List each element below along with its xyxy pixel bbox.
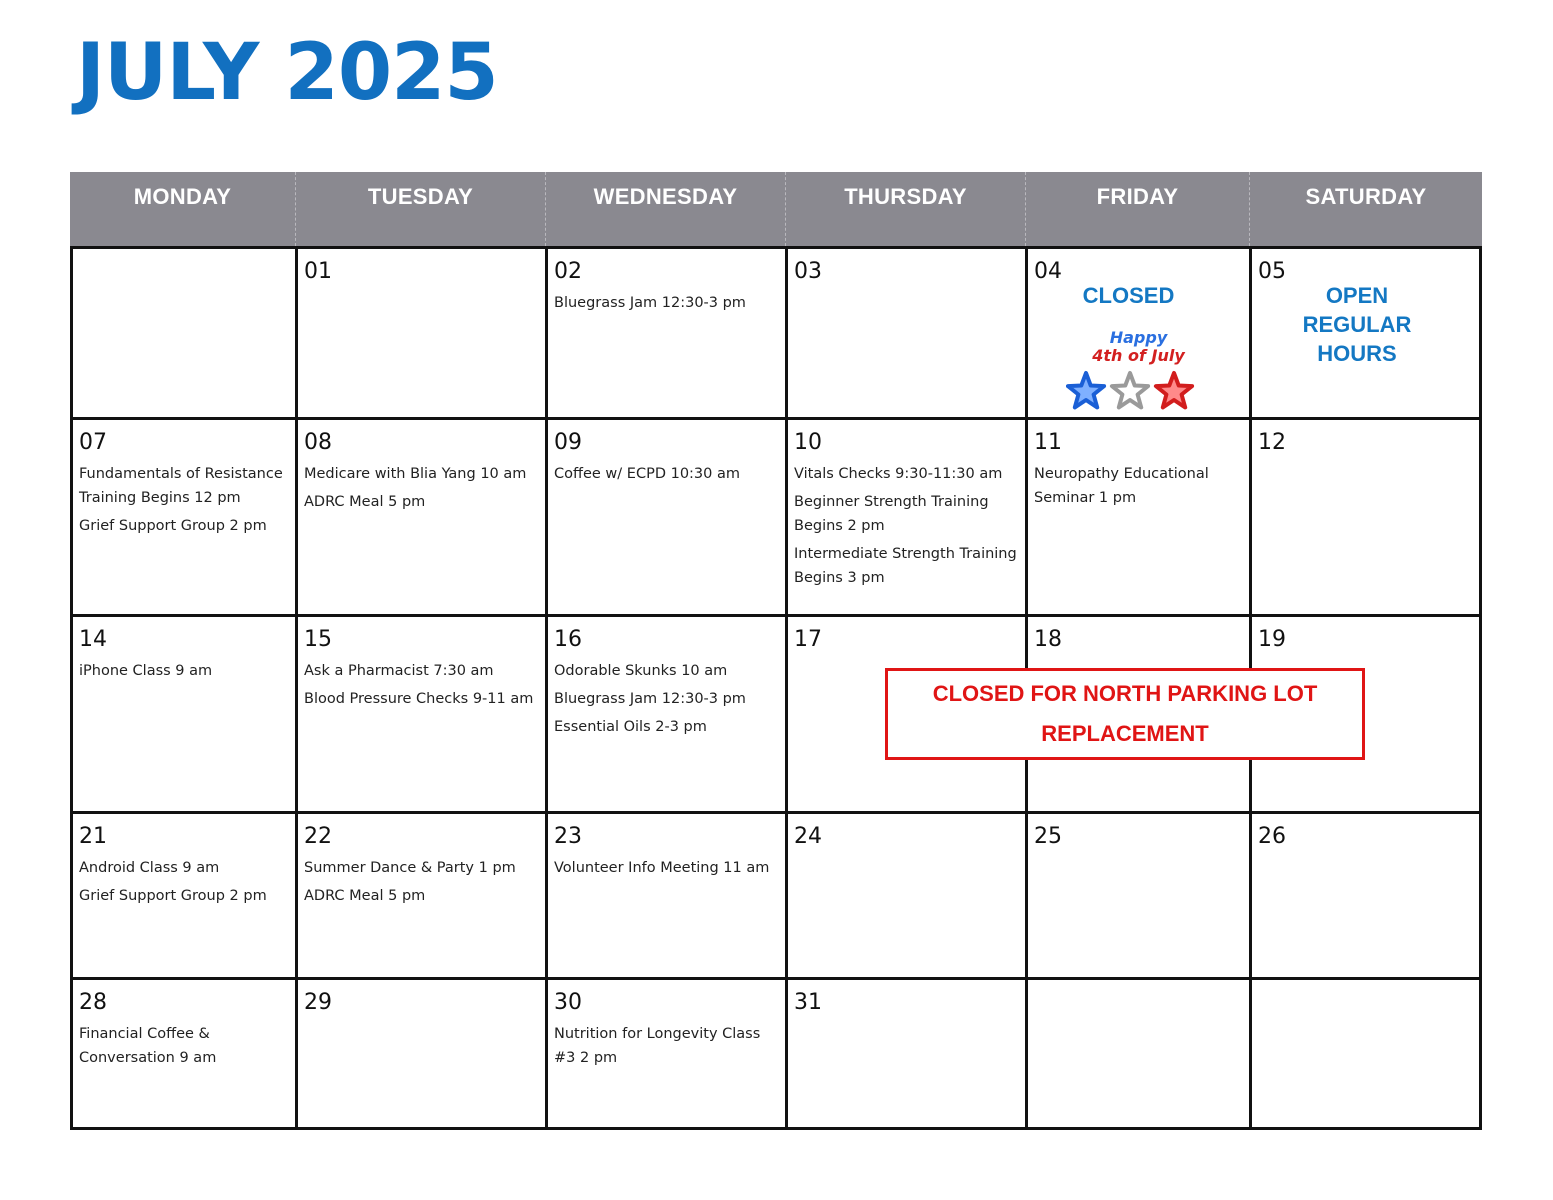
day-cell-30 [548, 980, 785, 1130]
day-cell-22 [298, 814, 545, 977]
day-cell-14 [73, 617, 295, 811]
day-cell-04 [1028, 249, 1249, 417]
event-item: Bluegrass Jam 12:30-3 pm [554, 691, 746, 707]
day-cell-31 [788, 980, 1025, 1130]
day-number: 08 [304, 430, 332, 455]
event-list [79, 856, 289, 912]
day-number: 30 [554, 990, 582, 1015]
day-number: 28 [79, 990, 107, 1015]
day-number: 31 [794, 990, 822, 1015]
event-item: Summer Dance & Party 1 pm [304, 860, 516, 876]
day-cell-24 [788, 814, 1025, 977]
day-number: 24 [794, 824, 822, 849]
day-cell-26 [1252, 814, 1482, 977]
event-item: Neuropathy Educational Seminar 1 pm [1034, 466, 1209, 506]
day-cell-08 [298, 420, 545, 614]
event-list [554, 291, 779, 319]
day-cell-16 [548, 617, 785, 811]
event-list [304, 856, 539, 912]
weekday-monday: MONDAY [133, 184, 232, 209]
stars-icon [1066, 369, 1196, 413]
weekday-friday: FRIDAY [1025, 172, 1249, 246]
event-item: Coffee w/ ECPD 10:30 am [554, 466, 741, 482]
event-item: Android Class 9 am [79, 860, 220, 876]
day-number: 07 [79, 430, 107, 455]
event-item: Beginner Strength Training Begins 2 pm [794, 494, 989, 534]
weekday-thursday: THURSDAY [785, 172, 1025, 246]
event-item: ADRC Meal 5 pm [304, 494, 426, 510]
day-number: 22 [304, 824, 332, 849]
event-item: Medicare with Blia Yang 10 am [304, 466, 527, 482]
day-number: 23 [554, 824, 582, 849]
day-number: 09 [554, 430, 582, 455]
day-cell-12 [1252, 420, 1482, 614]
event-list [554, 659, 779, 743]
empty-day-cell [73, 249, 295, 417]
event-list [79, 659, 289, 687]
event-item: Vitals Checks 9:30-11:30 am [794, 466, 1003, 482]
event-list [554, 462, 779, 490]
day-cell-03 [788, 249, 1025, 417]
event-item: Grief Support Group 2 pm [79, 518, 267, 534]
day-number: 11 [1034, 430, 1062, 455]
event-item: Bluegrass Jam 12:30-3 pm [554, 295, 746, 311]
event-item: Fundamentals of Resistance Training Begins 12 pm [79, 466, 283, 506]
weekday-saturday: SATURDAY [1249, 172, 1482, 246]
event-list [79, 1022, 289, 1074]
event-item: Ask a Pharmacist 7:30 am [304, 663, 494, 679]
day-number: 14 [79, 627, 107, 652]
day-cell-23 [548, 814, 785, 977]
event-item: Odorable Skunks 10 am [554, 663, 728, 679]
day-cell-05 [1252, 249, 1482, 417]
day-cell-07 [73, 420, 295, 614]
event-item: Grief Support Group 2 pm [79, 888, 267, 904]
day-number: 18 [1034, 627, 1062, 652]
star-icon [1156, 373, 1192, 407]
event-item: Blood Pressure Checks 9-11 am [304, 691, 534, 707]
empty-day-cell [1028, 980, 1249, 1130]
day-number: 16 [554, 627, 582, 652]
day-number: 10 [794, 430, 822, 455]
status-label: OPEN REGULAR HOURS [1302, 283, 1412, 366]
weekday-tuesday: TUESDAY [295, 172, 545, 246]
day-number: 12 [1258, 430, 1286, 455]
event-list [1034, 462, 1243, 514]
event-item: iPhone Class 9 am [79, 663, 213, 679]
star-icon [1112, 373, 1148, 407]
day-cell-29 [298, 980, 545, 1130]
day-number: 01 [304, 259, 332, 284]
day-cell-25 [1028, 814, 1249, 977]
event-item: Essential Oils 2-3 pm [554, 719, 707, 735]
day-cell-02 [548, 249, 785, 417]
day-cell-11 [1028, 420, 1249, 614]
day-number: 02 [554, 259, 582, 284]
event-item: Financial Coffee & Conversation 9 am [79, 1026, 217, 1066]
event-list [554, 1022, 779, 1074]
event-item: ADRC Meal 5 pm [304, 888, 426, 904]
event-list [794, 462, 1019, 594]
holiday-line: Happy [1109, 328, 1168, 347]
day-number: 26 [1258, 824, 1286, 849]
holiday-graphic [1028, 329, 1249, 365]
event-list [79, 462, 289, 542]
day-number: 17 [794, 627, 822, 652]
day-cell-10 [788, 420, 1025, 614]
event-list [304, 659, 539, 715]
empty-day-cell [1252, 980, 1482, 1130]
weekday-header [70, 172, 1482, 246]
day-number: 29 [304, 990, 332, 1015]
star-icon [1068, 373, 1104, 407]
day-cell-09 [548, 420, 785, 614]
day-cell-15 [298, 617, 545, 811]
day-number: 05 [1258, 259, 1286, 284]
day-number: 21 [79, 824, 107, 849]
event-item: Volunteer Info Meeting 11 am [554, 860, 770, 876]
day-number: 19 [1258, 627, 1286, 652]
closure-notice: CLOSED FOR NORTH PARKING LOT REPLACEMENT [885, 668, 1365, 760]
event-list [304, 462, 539, 518]
event-list [554, 856, 779, 884]
page-title: JULY 2025 [76, 28, 498, 118]
day-cell-01 [298, 249, 545, 417]
day-number: 04 [1034, 259, 1062, 284]
calendar [70, 172, 1482, 1130]
event-item: Nutrition for Longevity Class #3 2 pm [554, 1026, 761, 1066]
day-cell-21 [73, 814, 295, 977]
day-cell-28 [73, 980, 295, 1130]
weekday-wednesday: WEDNESDAY [545, 172, 785, 246]
day-number: 03 [794, 259, 822, 284]
event-item: Intermediate Strength Training Begins 3 pm [794, 546, 1017, 586]
day-number: 15 [304, 627, 332, 652]
status-label: CLOSED [1082, 283, 1175, 308]
holiday-line: 4th of July [1092, 346, 1185, 365]
day-number: 25 [1034, 824, 1062, 849]
